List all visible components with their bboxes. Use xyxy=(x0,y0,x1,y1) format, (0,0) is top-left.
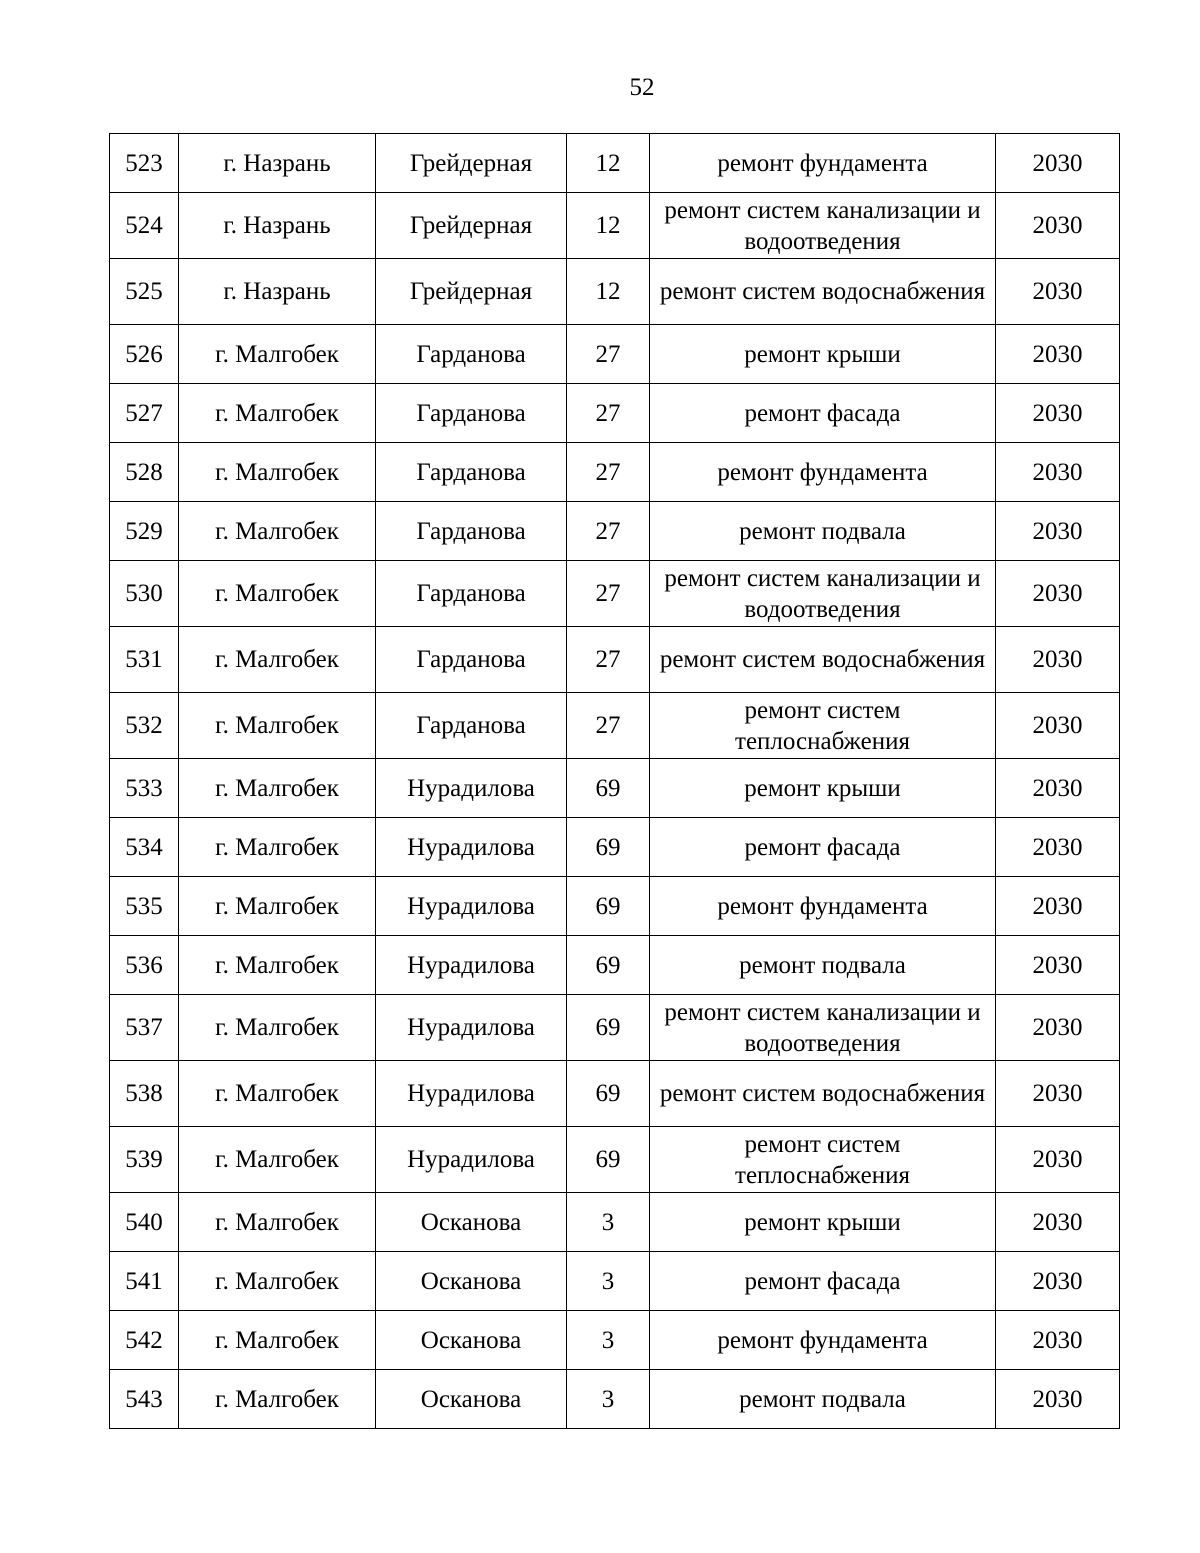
city-cell: г. Малгобек xyxy=(179,995,376,1061)
work-type-cell: ремонт крыши xyxy=(650,325,996,384)
year-cell: 2030 xyxy=(996,1311,1120,1370)
street-cell: Гарданова xyxy=(376,443,567,502)
row-number: 525 xyxy=(110,259,179,325)
table-row xyxy=(110,1193,1120,1252)
year-cell: 2030 xyxy=(996,818,1120,877)
house-cell: 27 xyxy=(567,325,650,384)
street-cell: Гарданова xyxy=(376,502,567,561)
street-cell: Осканова xyxy=(376,1311,567,1370)
table-row xyxy=(110,995,1120,1061)
city-cell: г. Назрань xyxy=(179,259,376,325)
work-type-cell: ремонт фасада xyxy=(650,384,996,443)
row-number: 530 xyxy=(110,561,179,627)
row-number: 523 xyxy=(110,134,179,193)
city-cell: г. Малгобек xyxy=(179,443,376,502)
city-cell: г. Малгобек xyxy=(179,1193,376,1252)
house-cell: 27 xyxy=(567,384,650,443)
work-type-cell: ремонт фасада xyxy=(650,1252,996,1311)
house-cell: 27 xyxy=(567,443,650,502)
city-cell: г. Малгобек xyxy=(179,1252,376,1311)
table-row xyxy=(110,502,1120,561)
street-cell: Нурадилова xyxy=(376,877,567,936)
city-cell: г. Малгобек xyxy=(179,627,376,693)
street-cell: Нурадилова xyxy=(376,1127,567,1193)
row-number: 524 xyxy=(110,193,179,259)
table-row xyxy=(110,1127,1120,1193)
year-cell: 2030 xyxy=(996,759,1120,818)
table-row xyxy=(110,325,1120,384)
house-cell: 12 xyxy=(567,193,650,259)
house-cell: 69 xyxy=(567,818,650,877)
year-cell: 2030 xyxy=(996,1193,1120,1252)
city-cell: г. Малгобек xyxy=(179,1311,376,1370)
repair-schedule-table xyxy=(109,133,1120,1429)
table-row xyxy=(110,384,1120,443)
year-cell: 2030 xyxy=(996,693,1120,759)
street-cell: Нурадилова xyxy=(376,818,567,877)
work-type-cell: ремонт систем водоснабжения xyxy=(650,627,996,693)
year-cell: 2030 xyxy=(996,877,1120,936)
year-cell: 2030 xyxy=(996,502,1120,561)
table-row xyxy=(110,818,1120,877)
year-cell: 2030 xyxy=(996,561,1120,627)
table-row xyxy=(110,1252,1120,1311)
city-cell: г. Малгобек xyxy=(179,936,376,995)
street-cell: Грейдерная xyxy=(376,134,567,193)
year-cell: 2030 xyxy=(996,1127,1120,1193)
row-number: 537 xyxy=(110,995,179,1061)
city-cell: г. Малгобек xyxy=(179,693,376,759)
city-cell: г. Малгобек xyxy=(179,818,376,877)
row-number: 542 xyxy=(110,1311,179,1370)
table-row xyxy=(110,134,1120,193)
year-cell: 2030 xyxy=(996,325,1120,384)
city-cell: г. Малгобек xyxy=(179,561,376,627)
table-row xyxy=(110,693,1120,759)
row-number: 540 xyxy=(110,1193,179,1252)
work-type-cell: ремонт систем канализации и водоотведения xyxy=(650,995,996,1061)
year-cell: 2030 xyxy=(996,259,1120,325)
row-number: 536 xyxy=(110,936,179,995)
street-cell: Грейдерная xyxy=(376,259,567,325)
work-type-cell: ремонт фасада xyxy=(650,818,996,877)
row-number: 534 xyxy=(110,818,179,877)
row-number: 528 xyxy=(110,443,179,502)
city-cell: г. Назрань xyxy=(179,134,376,193)
city-cell: г. Малгобек xyxy=(179,325,376,384)
city-cell: г. Малгобек xyxy=(179,759,376,818)
table-row xyxy=(110,1061,1120,1127)
street-cell: Нурадилова xyxy=(376,1061,567,1127)
city-cell: г. Малгобек xyxy=(179,1127,376,1193)
house-cell: 27 xyxy=(567,561,650,627)
row-number: 539 xyxy=(110,1127,179,1193)
work-type-cell: ремонт систем теплоснабжения xyxy=(650,693,996,759)
year-cell: 2030 xyxy=(996,627,1120,693)
row-number: 533 xyxy=(110,759,179,818)
page-number: 52 xyxy=(629,74,655,101)
row-number: 538 xyxy=(110,1061,179,1127)
street-cell: Нурадилова xyxy=(376,995,567,1061)
work-type-cell: ремонт подвала xyxy=(650,502,996,561)
house-cell: 3 xyxy=(567,1193,650,1252)
house-cell: 3 xyxy=(567,1311,650,1370)
year-cell: 2030 xyxy=(996,443,1120,502)
table-row xyxy=(110,759,1120,818)
row-number: 541 xyxy=(110,1252,179,1311)
city-cell: г. Малгобек xyxy=(179,1370,376,1429)
street-cell: Нурадилова xyxy=(376,936,567,995)
year-cell: 2030 xyxy=(996,193,1120,259)
year-cell: 2030 xyxy=(996,995,1120,1061)
work-type-cell: ремонт крыши xyxy=(650,1193,996,1252)
street-cell: Осканова xyxy=(376,1193,567,1252)
house-cell: 3 xyxy=(567,1252,650,1311)
table-row xyxy=(110,193,1120,259)
house-cell: 12 xyxy=(567,259,650,325)
table-row xyxy=(110,561,1120,627)
street-cell: Нурадилова xyxy=(376,759,567,818)
street-cell: Гарданова xyxy=(376,693,567,759)
street-cell: Грейдерная xyxy=(376,193,567,259)
street-cell: Гарданова xyxy=(376,627,567,693)
house-cell: 69 xyxy=(567,877,650,936)
street-cell: Осканова xyxy=(376,1370,567,1429)
city-cell: г. Малгобек xyxy=(179,1061,376,1127)
year-cell: 2030 xyxy=(996,1252,1120,1311)
work-type-cell: ремонт подвала xyxy=(650,1370,996,1429)
row-number: 526 xyxy=(110,325,179,384)
city-cell: г. Малгобек xyxy=(179,502,376,561)
year-cell: 2030 xyxy=(996,134,1120,193)
street-cell: Гарданова xyxy=(376,561,567,627)
house-cell: 69 xyxy=(567,759,650,818)
table-row xyxy=(110,936,1120,995)
year-cell: 2030 xyxy=(996,936,1120,995)
work-type-cell: ремонт систем канализации и водоотведения xyxy=(650,193,996,259)
work-type-cell: ремонт систем водоснабжения xyxy=(650,1061,996,1127)
row-number: 535 xyxy=(110,877,179,936)
row-number: 529 xyxy=(110,502,179,561)
house-cell: 27 xyxy=(567,502,650,561)
table-row xyxy=(110,877,1120,936)
street-cell: Гарданова xyxy=(376,325,567,384)
house-cell: 69 xyxy=(567,1127,650,1193)
work-type-cell: ремонт систем канализации и водоотведения xyxy=(650,561,996,627)
city-cell: г. Малгобек xyxy=(179,877,376,936)
table-row xyxy=(110,1370,1120,1429)
house-cell: 69 xyxy=(567,995,650,1061)
work-type-cell: ремонт систем водоснабжения xyxy=(650,259,996,325)
work-type-cell: ремонт подвала xyxy=(650,936,996,995)
year-cell: 2030 xyxy=(996,1061,1120,1127)
year-cell: 2030 xyxy=(996,1370,1120,1429)
table-row xyxy=(110,1311,1120,1370)
house-cell: 3 xyxy=(567,1370,650,1429)
table-row xyxy=(110,259,1120,325)
row-number: 532 xyxy=(110,693,179,759)
city-cell: г. Малгобек xyxy=(179,384,376,443)
row-number: 527 xyxy=(110,384,179,443)
work-type-cell: ремонт фундамента xyxy=(650,877,996,936)
row-number: 531 xyxy=(110,627,179,693)
table-row xyxy=(110,627,1120,693)
work-type-cell: ремонт систем теплоснабжения xyxy=(650,1127,996,1193)
city-cell: г. Назрань xyxy=(179,193,376,259)
row-number: 543 xyxy=(110,1370,179,1429)
house-cell: 27 xyxy=(567,693,650,759)
house-cell: 69 xyxy=(567,936,650,995)
house-cell: 69 xyxy=(567,1061,650,1127)
work-type-cell: ремонт фундамента xyxy=(650,1311,996,1370)
work-type-cell: ремонт фундамента xyxy=(650,443,996,502)
year-cell: 2030 xyxy=(996,384,1120,443)
work-type-cell: ремонт фундамента xyxy=(650,134,996,193)
table-row xyxy=(110,443,1120,502)
house-cell: 27 xyxy=(567,627,650,693)
work-type-cell: ремонт крыши xyxy=(650,759,996,818)
street-cell: Гарданова xyxy=(376,384,567,443)
house-cell: 12 xyxy=(567,134,650,193)
street-cell: Осканова xyxy=(376,1252,567,1311)
